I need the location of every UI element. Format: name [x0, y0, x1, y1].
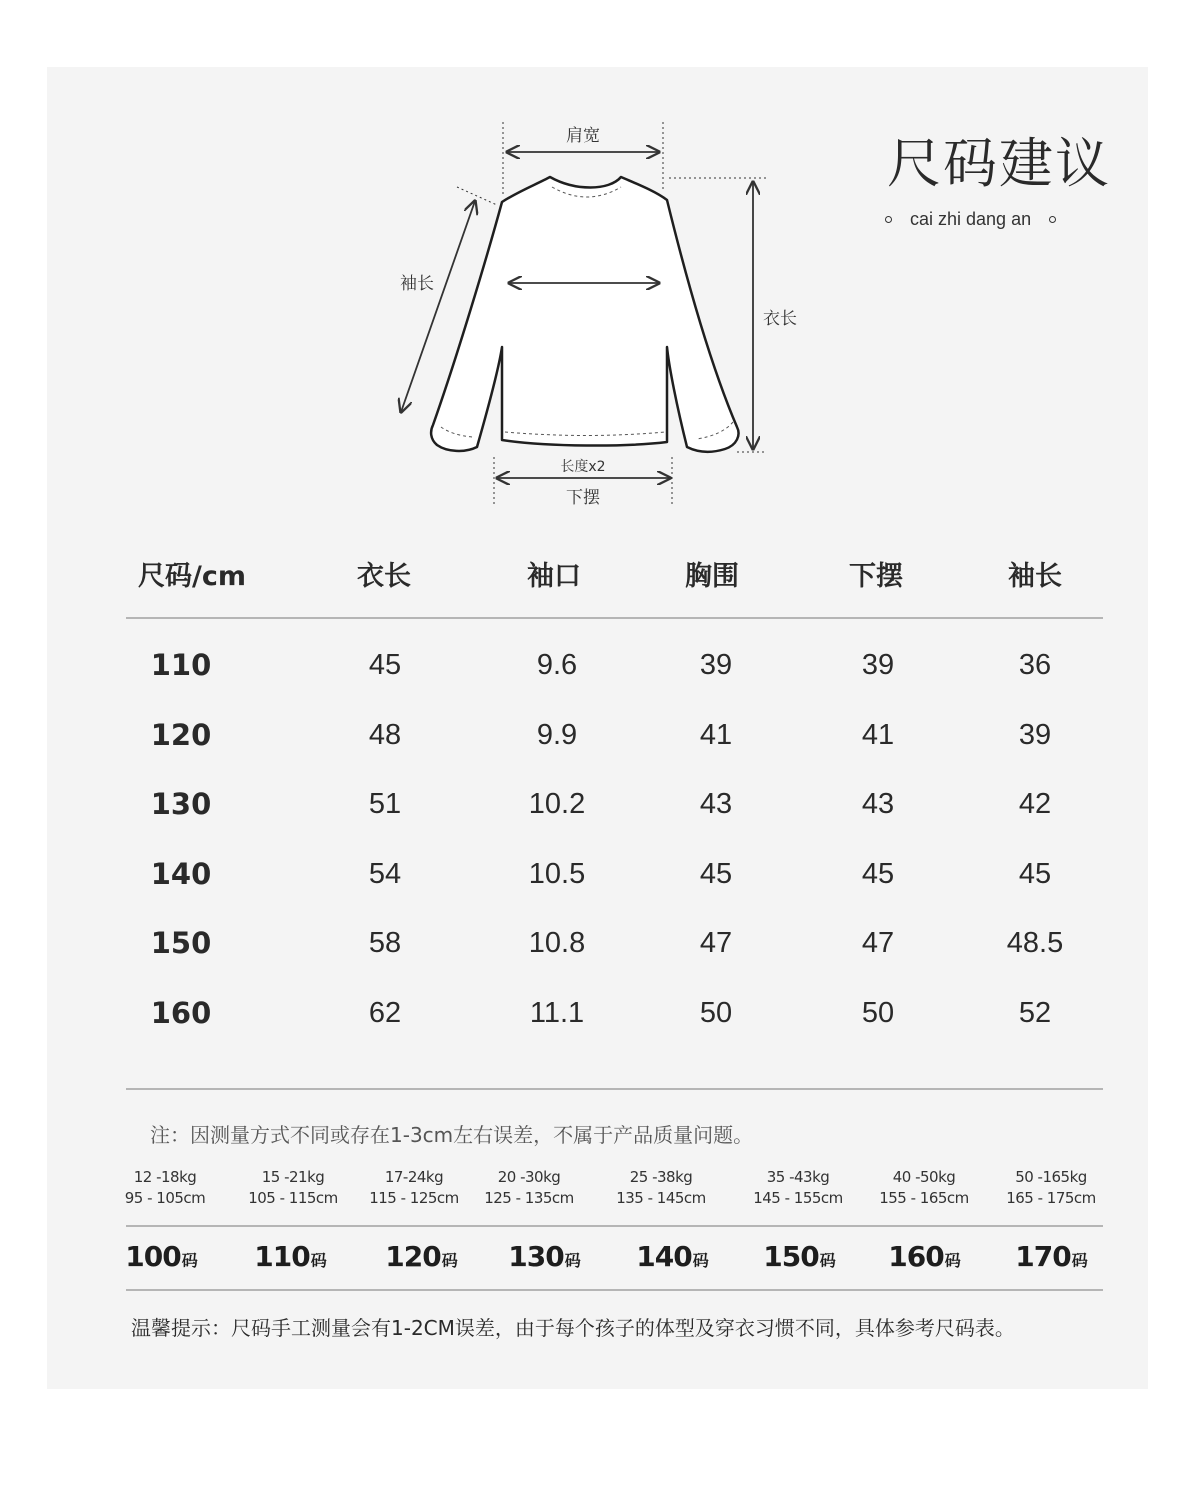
size-code-unit: 码	[441, 1251, 457, 1270]
hem-label: 下摆	[566, 488, 600, 508]
size-code-number: 100	[125, 1240, 181, 1273]
header-size: 尺码/cm	[138, 561, 246, 592]
size-code	[888, 1240, 959, 1273]
weight-range: 20 -30kg	[497, 1168, 561, 1186]
size-code	[763, 1240, 834, 1273]
cell-length: 54	[368, 857, 402, 890]
size-code	[385, 1240, 456, 1273]
cell-hem: 47	[861, 927, 895, 960]
size-code	[1015, 1240, 1086, 1273]
cell-chest: 50	[699, 997, 733, 1029]
size-code	[125, 1240, 196, 1273]
size-code-number: 120	[385, 1240, 441, 1273]
sleeve-label: 袖长	[400, 274, 434, 294]
weight-range: 25 -38kg	[629, 1168, 693, 1186]
table-top-divider	[126, 617, 1103, 619]
size-code-number: 160	[888, 1240, 944, 1273]
cell-chest: 43	[699, 788, 733, 821]
size-code	[508, 1240, 579, 1273]
table-row	[47, 635, 1148, 695]
size-guide-divider-bottom	[126, 1289, 1103, 1291]
size-code-number: 130	[508, 1240, 564, 1273]
header-chest: 胸围	[685, 561, 739, 592]
height-range: 155 - 165cm	[879, 1189, 969, 1207]
size-code	[636, 1240, 707, 1273]
cell-chest: 47	[699, 927, 733, 960]
weight-range: 50 -165kg	[1015, 1168, 1087, 1186]
cell-length: 48	[368, 718, 402, 751]
header-length: 衣长	[357, 561, 411, 592]
size-code-unit: 码	[181, 1251, 197, 1270]
shoulder-label: 肩宽	[566, 126, 600, 146]
table-row	[47, 844, 1148, 904]
size-chart-card	[47, 67, 1148, 1389]
cell-sleeve: 36	[1018, 649, 1052, 681]
table-bottom-divider	[126, 1088, 1103, 1090]
height-range: 135 - 145cm	[616, 1189, 706, 1207]
range-cell	[596, 1167, 726, 1209]
cell-cuff: 10.5	[528, 857, 586, 890]
cell-sleeve: 52	[1018, 997, 1052, 1029]
size-code-number: 110	[254, 1240, 310, 1273]
weight-range: 15 -21kg	[261, 1168, 325, 1186]
cell-length: 45	[368, 649, 402, 681]
length-label: 衣长	[763, 309, 797, 329]
range-cell	[733, 1167, 863, 1209]
weight-range: 35 -43kg	[766, 1168, 830, 1186]
range-cell	[349, 1167, 479, 1209]
warm-tip: 温馨提示：尺码手工测量会有1-2CM误差，由于每个孩子的体型及穿衣习惯不同，具体参考尺码表。	[131, 1316, 1015, 1340]
range-cell	[859, 1167, 989, 1209]
cell-size: 160	[150, 996, 212, 1030]
size-code-number: 170	[1015, 1240, 1071, 1273]
weight-range: 40 -50kg	[892, 1168, 956, 1186]
size-code-unit: 码	[692, 1251, 708, 1270]
cell-size: 150	[150, 926, 212, 961]
size-code-unit: 码	[944, 1251, 960, 1270]
size-code-unit: 码	[819, 1251, 835, 1270]
weight-range: 17-24kg	[384, 1168, 444, 1186]
cell-hem: 45	[861, 857, 895, 890]
height-range: 105 - 115cm	[248, 1189, 338, 1207]
size-code-unit: 码	[1071, 1251, 1087, 1270]
title-block	[877, 132, 1137, 230]
table-row	[47, 983, 1148, 1043]
cell-cuff: 10.2	[528, 788, 586, 821]
cell-size: 110	[150, 648, 212, 682]
table-header	[47, 547, 1148, 607]
cell-sleeve: 39	[1018, 718, 1052, 751]
size-code-unit: 码	[310, 1251, 326, 1270]
cell-hem: 43	[861, 788, 895, 821]
cell-sleeve: 42	[1018, 788, 1052, 821]
height-range: 165 - 175cm	[1006, 1189, 1096, 1207]
cell-length: 58	[368, 927, 402, 960]
hem-note-label: 长度x2	[560, 459, 606, 475]
cell-sleeve: 48.5	[1006, 927, 1064, 960]
cell-cuff: 11.1	[529, 997, 585, 1029]
size-code	[254, 1240, 325, 1273]
cell-length: 62	[368, 997, 402, 1029]
subtitle-row	[877, 209, 1137, 230]
height-range: 115 - 125cm	[369, 1189, 459, 1207]
size-guide-divider-top	[126, 1225, 1103, 1227]
page-title: 尺码建议	[887, 132, 1111, 195]
range-cell	[228, 1167, 358, 1209]
bullet-dot-icon	[885, 216, 892, 223]
header-sleeve: 袖长	[1008, 561, 1062, 592]
cell-hem: 50	[861, 997, 895, 1029]
size-code-number: 150	[763, 1240, 819, 1273]
cell-cuff: 9.6	[536, 649, 578, 681]
measurement-note: 注：因测量方式不同或存在1-3cm左右误差，不属于产品质量问题。	[150, 1123, 754, 1147]
cell-length: 51	[368, 788, 402, 821]
bullet-dot-icon	[1049, 216, 1056, 223]
header-hem: 下摆	[849, 561, 903, 592]
cell-cuff: 9.9	[536, 718, 578, 751]
table-row	[47, 774, 1148, 834]
cell-cuff: 10.8	[528, 927, 586, 960]
header-cuff: 袖口	[527, 561, 581, 592]
cell-size: 130	[150, 787, 212, 822]
sweatshirt-outline-icon	[431, 177, 738, 452]
weight-range: 12 -18kg	[133, 1168, 197, 1186]
cell-size: 140	[150, 856, 212, 891]
size-code-number: 140	[636, 1240, 692, 1273]
cell-hem: 39	[861, 649, 895, 681]
range-cell	[986, 1167, 1116, 1209]
height-range: 125 - 135cm	[484, 1189, 574, 1207]
size-code-unit: 码	[564, 1251, 580, 1270]
height-range: 95 - 105cm	[124, 1189, 206, 1207]
cell-chest: 45	[699, 857, 733, 890]
cell-chest: 41	[699, 718, 733, 751]
cell-hem: 41	[861, 718, 895, 751]
cell-size: 120	[150, 717, 212, 752]
height-range: 145 - 155cm	[753, 1189, 843, 1207]
table-row	[47, 705, 1148, 765]
cell-sleeve: 45	[1018, 857, 1052, 890]
range-cell	[100, 1167, 230, 1209]
cell-chest: 39	[699, 649, 733, 681]
page-subtitle: cai zhi dang an	[910, 209, 1032, 229]
range-cell	[464, 1167, 594, 1209]
table-row	[47, 913, 1148, 973]
